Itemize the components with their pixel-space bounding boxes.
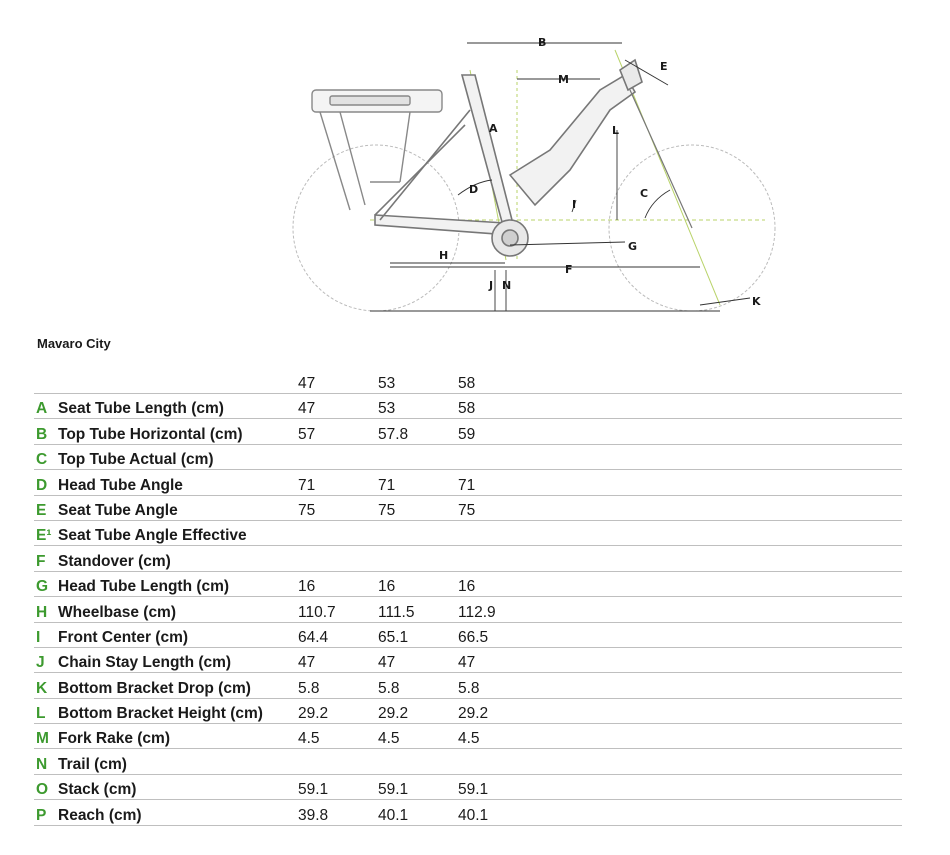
row-value: 59.1 (378, 774, 458, 799)
row-value (458, 749, 538, 774)
row-value (298, 546, 378, 571)
row-value: 57.8 (378, 419, 458, 444)
header-code-cell (34, 371, 58, 394)
row-value: 5.8 (378, 673, 458, 698)
row-value: 58 (458, 394, 538, 419)
diagram-label-a: A (489, 122, 498, 135)
row-name: Bottom Bracket Drop (cm) (58, 673, 298, 698)
diagram-label-m: M (558, 73, 569, 86)
diagram-label-e: E (660, 60, 668, 73)
row-spacer (538, 546, 902, 571)
row-value: 47 (378, 647, 458, 672)
row-value (378, 444, 458, 469)
row-value: 71 (378, 470, 458, 495)
size-header-row (34, 371, 902, 394)
row-spacer (538, 774, 902, 799)
row-name: Reach (cm) (58, 800, 298, 825)
row-code: F (34, 546, 58, 571)
row-spacer (538, 622, 902, 647)
geometry-row (34, 444, 902, 469)
row-name: Wheelbase (cm) (58, 597, 298, 622)
row-value: 71 (458, 470, 538, 495)
row-code: B (34, 419, 58, 444)
row-value: 29.2 (458, 698, 538, 723)
row-value: 110.7 (298, 597, 378, 622)
row-value: 57 (298, 419, 378, 444)
row-name: Top Tube Actual (cm) (58, 444, 298, 469)
geometry-row (34, 800, 902, 825)
row-spacer (538, 444, 902, 469)
row-spacer (538, 800, 902, 825)
geometry-row (34, 673, 902, 698)
row-value: 5.8 (458, 673, 538, 698)
size-label: 47 (298, 371, 378, 394)
row-name: Front Center (cm) (58, 622, 298, 647)
geometry-row (34, 495, 902, 520)
row-value: 47 (298, 647, 378, 672)
row-code: A (34, 394, 58, 419)
row-code: P (34, 800, 58, 825)
geometry-row (34, 597, 902, 622)
row-name: Stack (cm) (58, 774, 298, 799)
row-code: H (34, 597, 58, 622)
rear-rack (312, 90, 442, 210)
row-spacer (538, 698, 902, 723)
row-code: J (34, 647, 58, 672)
diagram-label-i: I (572, 198, 577, 211)
row-value (298, 520, 378, 545)
row-value: 16 (298, 571, 378, 596)
row-code: I (34, 622, 58, 647)
row-name: Head Tube Length (cm) (58, 571, 298, 596)
row-value (298, 444, 378, 469)
model-name: Mavaro City (37, 336, 111, 351)
diagram-label-j: J (489, 279, 494, 292)
row-value: 75 (298, 495, 378, 520)
row-value: 59.1 (298, 774, 378, 799)
row-value (378, 546, 458, 571)
row-value: 66.5 (458, 622, 538, 647)
row-value: 16 (458, 571, 538, 596)
size-label: 58 (458, 371, 538, 394)
row-code: O (34, 774, 58, 799)
row-value: 111.5 (378, 597, 458, 622)
diagram-label-b: B (538, 36, 547, 49)
geometry-row (34, 571, 902, 596)
row-value: 59.1 (458, 774, 538, 799)
row-value: 112.9 (458, 597, 538, 622)
row-code: C (34, 444, 58, 469)
diagram-label-c: C (640, 187, 649, 200)
row-name: Bottom Bracket Height (cm) (58, 698, 298, 723)
row-value: 4.5 (298, 724, 378, 749)
row-name: Top Tube Horizontal (cm) (58, 419, 298, 444)
row-spacer (538, 520, 902, 545)
row-value (458, 546, 538, 571)
row-name: Seat Tube Angle Effective (58, 520, 298, 545)
row-value: 47 (458, 647, 538, 672)
row-value: 75 (378, 495, 458, 520)
diagram-label-n: N (502, 279, 512, 292)
geometry-table (34, 371, 902, 826)
row-value: 39.8 (298, 800, 378, 825)
geometry-row (34, 622, 902, 647)
row-code: E (34, 495, 58, 520)
row-value (378, 749, 458, 774)
row-code: K (34, 673, 58, 698)
header-spacer (538, 371, 902, 394)
row-spacer (538, 647, 902, 672)
geometry-row (34, 546, 902, 571)
row-name: Chain Stay Length (cm) (58, 647, 298, 672)
row-code: E¹ (34, 520, 58, 545)
row-value: 47 (298, 394, 378, 419)
geometry-row (34, 647, 902, 672)
row-spacer (538, 571, 902, 596)
geometry-row (34, 698, 902, 723)
row-value: 64.4 (298, 622, 378, 647)
row-value: 5.8 (298, 673, 378, 698)
diagram-label-d: D (469, 183, 479, 196)
geometry-row (34, 394, 902, 419)
row-name: Head Tube Angle (58, 470, 298, 495)
row-code: G (34, 571, 58, 596)
header-name-cell (58, 371, 298, 394)
row-value (378, 520, 458, 545)
geometry-row (34, 470, 902, 495)
row-value (458, 444, 538, 469)
row-value: 59 (458, 419, 538, 444)
bike-geometry-diagram (280, 30, 780, 320)
diagram-label-l: L (612, 124, 620, 137)
row-value: 40.1 (378, 800, 458, 825)
row-name: Seat Tube Length (cm) (58, 394, 298, 419)
geometry-row (34, 749, 902, 774)
row-value: 40.1 (458, 800, 538, 825)
diagram-label-g: G (628, 240, 638, 253)
row-value (298, 749, 378, 774)
geometry-row (34, 724, 902, 749)
row-value: 71 (298, 470, 378, 495)
row-code: M (34, 724, 58, 749)
row-value: 53 (378, 394, 458, 419)
row-value: 29.2 (298, 698, 378, 723)
row-code: N (34, 749, 58, 774)
row-value: 75 (458, 495, 538, 520)
geometry-row (34, 774, 902, 799)
row-code: D (34, 470, 58, 495)
row-spacer (538, 419, 902, 444)
row-spacer (538, 749, 902, 774)
row-spacer (538, 470, 902, 495)
diagram-label-h: H (439, 249, 449, 262)
row-value: 29.2 (378, 698, 458, 723)
row-value: 4.5 (378, 724, 458, 749)
geometry-row (34, 520, 902, 545)
row-name: Fork Rake (cm) (58, 724, 298, 749)
row-name: Seat Tube Angle (58, 495, 298, 520)
row-spacer (538, 673, 902, 698)
row-spacer (538, 495, 902, 520)
row-name: Trail (cm) (58, 749, 298, 774)
row-spacer (538, 394, 902, 419)
diagram-label-k: K (752, 295, 761, 308)
row-code: L (34, 698, 58, 723)
row-value: 65.1 (378, 622, 458, 647)
row-value: 4.5 (458, 724, 538, 749)
row-spacer (538, 724, 902, 749)
geometry-row (34, 419, 902, 444)
diagram-label-f: F (565, 263, 573, 276)
row-spacer (538, 597, 902, 622)
row-name: Standover (cm) (58, 546, 298, 571)
row-value: 16 (378, 571, 458, 596)
size-label: 53 (378, 371, 458, 394)
row-value (458, 520, 538, 545)
